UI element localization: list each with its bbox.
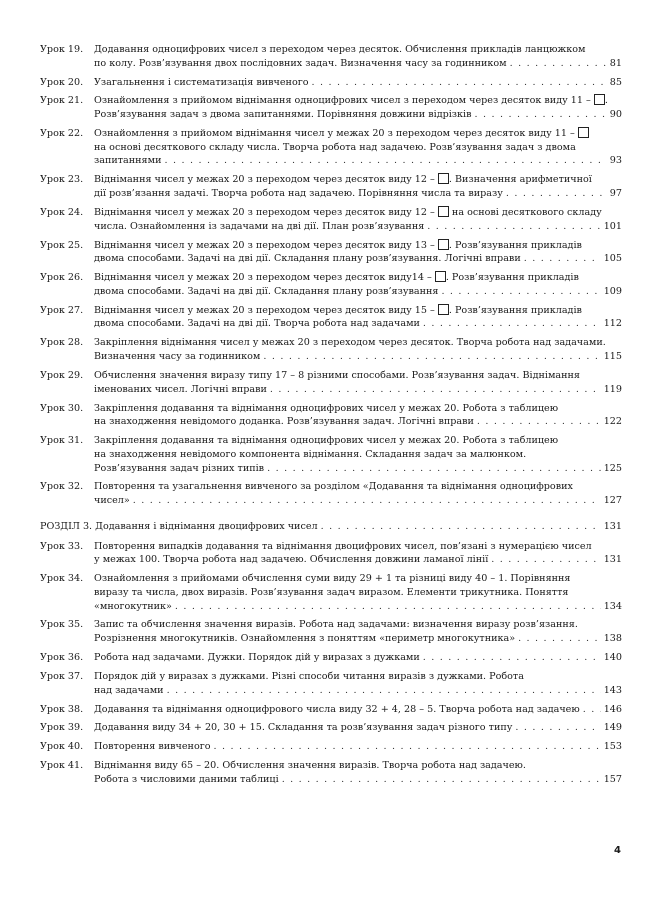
page-ref: 93 bbox=[609, 155, 622, 167]
entry-line: на основі десяткового складу числа. Творча робота над задачею. Розв’язування задач з двома bbox=[94, 141, 576, 153]
toc-entry-lesson-29 bbox=[40, 369, 622, 396]
entry-line: Розв’язування задач різних типів bbox=[94, 462, 265, 474]
entry-line: Закріплення додавання та віднімання одноцифрових чисел у межах 20. Робота з таблицею bbox=[94, 435, 559, 447]
dot-leader bbox=[583, 703, 601, 717]
entry-line: «многокутник» bbox=[94, 600, 172, 612]
lesson-label: Урок 31. bbox=[40, 435, 84, 447]
toc-entry-lesson-32 bbox=[40, 480, 622, 507]
entry-line: Повторення та узагальнення вивченого за розділом «Додавання та віднімання одноцифрових bbox=[94, 481, 573, 493]
entry-line: іменованих чисел. Логічні вправи bbox=[94, 383, 267, 395]
toc-entry-lesson-20 bbox=[40, 76, 622, 90]
entry-line: Розв’язування задач з двома запитаннями. Порівняння довжини відрізків bbox=[94, 109, 472, 121]
section-heading bbox=[40, 520, 622, 534]
page-ref: 119 bbox=[603, 383, 622, 395]
page-ref: 101 bbox=[603, 220, 622, 232]
lesson-label: Урок 40. bbox=[40, 741, 84, 753]
page-ref: 153 bbox=[603, 741, 622, 753]
dot-leader bbox=[423, 317, 601, 331]
entry-line: Додавання одноцифрових чисел з переходом через десяток. Обчислення прикладів ланцюжком bbox=[94, 44, 586, 55]
toc-entry-lesson-40 bbox=[40, 740, 622, 754]
entry-line: Віднімання чисел у межах 20 з переходом через десяток виду 12 – bbox=[94, 206, 435, 218]
page-ref: 125 bbox=[603, 462, 622, 474]
entry-line: Робота над задачами. Дужки. Порядок дій у виразах з дужками bbox=[94, 652, 420, 664]
entry-line: Обчислення значення виразу типу 17 – 8 різними способами. Розв’язування задач. Віднімання bbox=[94, 369, 580, 381]
lesson-label: Урок 37. bbox=[40, 670, 84, 682]
dot-leader bbox=[524, 252, 601, 266]
entry-line: Віднімання чисел у межах 20 з переходом через десяток виду 15 – bbox=[94, 304, 435, 316]
page-ref: 134 bbox=[603, 600, 622, 612]
dot-leader bbox=[164, 154, 606, 168]
lesson-label: Урок 27. bbox=[40, 304, 84, 316]
lesson-label: Урок 26. bbox=[40, 272, 84, 284]
page-ref: 109 bbox=[603, 285, 622, 297]
lesson-label: Урок 35. bbox=[40, 619, 84, 631]
dot-leader bbox=[423, 651, 601, 665]
page-ref: 157 bbox=[603, 773, 622, 785]
entry-line: Віднімання виду 65 – 20. Обчислення значення виразів. Творча робота над задачею. bbox=[94, 760, 526, 772]
lesson-label: Урок 23. bbox=[40, 174, 84, 186]
entry-line: Віднімання чисел у межах 20 з переходом через десяток виду14 – bbox=[94, 272, 432, 284]
dot-leader bbox=[427, 220, 600, 234]
entry-line: Робота з числовими даними таблиці bbox=[94, 773, 279, 785]
toc-entry-lesson-30 bbox=[40, 402, 622, 429]
entry-line: двома способами. Задачі на дві дії. Творча робота над задачами bbox=[94, 318, 420, 330]
dot-leader bbox=[518, 632, 601, 646]
dot-leader bbox=[477, 415, 601, 429]
entry-line: Запис та обчислення значення виразів. Робота над задачами: визначення виразу розв’язання. bbox=[94, 619, 578, 631]
toc-entry-lesson-33 bbox=[40, 540, 622, 567]
blank-box-icon bbox=[438, 206, 449, 217]
toc-entry-lesson-25 bbox=[40, 239, 622, 266]
toc-entry-lesson-21 bbox=[40, 94, 622, 121]
toc-entry-lesson-22 bbox=[40, 127, 622, 168]
toc-entry-lesson-31 bbox=[40, 434, 622, 475]
toc-entry-lesson-39 bbox=[40, 721, 622, 735]
lesson-label: Урок 32. bbox=[40, 481, 84, 493]
toc-entry-lesson-38 bbox=[40, 703, 622, 717]
dot-leader bbox=[312, 76, 607, 90]
entry-line: запитаннями bbox=[94, 155, 162, 167]
dot-leader bbox=[133, 494, 601, 508]
lesson-label: Урок 22. bbox=[40, 128, 84, 140]
lesson-label: Урок 24. bbox=[40, 206, 84, 218]
entry-line: над задачами bbox=[94, 684, 164, 696]
page-ref: 138 bbox=[603, 633, 622, 645]
dot-leader bbox=[267, 462, 601, 476]
page-ref: 112 bbox=[603, 318, 622, 330]
blank-box-icon bbox=[438, 173, 449, 184]
entry-line: Віднімання чисел у межах 20 з переходом через десяток виду 12 – bbox=[94, 174, 435, 186]
page-ref: 97 bbox=[609, 188, 622, 200]
dot-leader bbox=[270, 383, 601, 397]
page-ref: 85 bbox=[609, 76, 622, 88]
dot-leader bbox=[214, 740, 601, 754]
lesson-label: Урок 34. bbox=[40, 573, 84, 585]
entry-line: Ознайомлення з прийомами обчислення суми виду 29 + 1 та різниці виду 40 – 1. Порівняння bbox=[94, 573, 571, 585]
section-title: РОЗДІЛ 3. Додавання і віднімання двоцифрових чисел bbox=[40, 520, 318, 532]
toc-entry-lesson-19 bbox=[40, 43, 622, 70]
page-ref: 115 bbox=[603, 351, 622, 363]
entry-line: Віднімання чисел у межах 20 з переходом через десяток виду 13 – bbox=[94, 239, 435, 251]
toc-entry-lesson-24 bbox=[40, 206, 622, 233]
dot-leader bbox=[175, 600, 601, 614]
dot-leader bbox=[321, 520, 601, 534]
dot-leader bbox=[263, 350, 600, 364]
lesson-label: Урок 19. bbox=[40, 44, 84, 55]
lesson-label: Урок 25. bbox=[40, 239, 84, 251]
entry-line: Розрізнення многокутників. Ознайомлення з поняттям «периметр многокутника» bbox=[94, 633, 516, 645]
toc-entry-lesson-28 bbox=[40, 336, 622, 363]
dot-leader bbox=[475, 108, 607, 122]
entry-line: на знаходження невідомого компонента віднімання. Складання задач за малюнком. bbox=[94, 448, 527, 460]
blank-box-icon bbox=[594, 94, 605, 105]
page-ref: 105 bbox=[603, 253, 622, 265]
entry-line: Визначення часу за годинником bbox=[94, 351, 261, 363]
toc-entry-lesson-35 bbox=[40, 618, 622, 645]
toc-entry-lesson-34 bbox=[40, 572, 622, 613]
entry-line: дії розв’язання задачі. Творча робота над задачею. Порівняння числа та виразу bbox=[94, 188, 503, 200]
lesson-label: Урок 39. bbox=[40, 722, 84, 734]
toc-entry-lesson-36 bbox=[40, 651, 622, 665]
entry-line-tail: . Розв’язування прикладів bbox=[448, 304, 582, 316]
entry-line: Повторення вивченого bbox=[94, 741, 211, 753]
entry-line: по колу. Розв’язування двох послідовних задач. Визначення часу за годинником bbox=[94, 57, 507, 69]
dot-leader bbox=[282, 773, 601, 787]
page-ref: 149 bbox=[603, 722, 622, 734]
entry-line: двома способами. Задачі на дві дії. Складання плану розв’язування bbox=[94, 285, 439, 297]
entry-line: двома способами. Задачі на дві дії. Складання плану розв’язування. Логічні вправи bbox=[94, 253, 521, 265]
page-ref: 131 bbox=[603, 554, 622, 566]
lesson-label: Урок 41. bbox=[40, 760, 84, 772]
entry-line: числа. Ознайомлення із задачами на дві дії. План розв’язування bbox=[94, 220, 425, 232]
toc-entry-lesson-27 bbox=[40, 304, 622, 331]
page-ref: 122 bbox=[603, 416, 622, 428]
page-ref: 131 bbox=[603, 520, 622, 532]
toc-entry-lesson-26 bbox=[40, 271, 622, 298]
table-of-contents bbox=[40, 43, 622, 792]
lesson-label: Урок 33. bbox=[40, 540, 84, 552]
page-ref: 140 bbox=[603, 652, 622, 664]
lesson-label: Урок 36. bbox=[40, 652, 84, 664]
lesson-label: Урок 20. bbox=[40, 76, 84, 88]
entry-line-tail: . Розв’язування прикладів bbox=[445, 272, 579, 284]
toc-entry-lesson-41 bbox=[40, 759, 622, 786]
dot-leader bbox=[167, 684, 601, 698]
blank-box-icon bbox=[438, 239, 449, 250]
entry-line: Повторення випадків додавання та віднімання двоцифрових чисел, пов’язані з нумерацією чисел bbox=[94, 540, 592, 552]
page-ref: 146 bbox=[603, 703, 622, 715]
entry-line: Додавання виду 34 + 20, 30 + 15. Складання та розв’язування задач різного типу bbox=[94, 722, 513, 734]
page-ref: 81 bbox=[609, 57, 622, 69]
lesson-label: Урок 38. bbox=[40, 703, 84, 715]
lesson-label: Урок 28. bbox=[40, 337, 84, 349]
entry-line: Узагальнення і систематизація вивченого bbox=[94, 76, 309, 88]
toc-entry-lesson-37 bbox=[40, 670, 622, 697]
dot-leader bbox=[441, 285, 600, 299]
blank-box-icon bbox=[438, 304, 449, 315]
toc-entry-lesson-23 bbox=[40, 173, 622, 200]
page-ref: 127 bbox=[603, 495, 622, 507]
entry-line: Ознайомлення з прийомом віднімання чисел у межах 20 з переходом через десяток виду 11 – bbox=[94, 128, 575, 140]
entry-line: на знаходження невідомого доданка. Розв’язування задач. Логічні вправи bbox=[94, 416, 474, 428]
page-ref: 143 bbox=[603, 684, 622, 696]
dot-leader bbox=[510, 57, 607, 71]
entry-line: Порядок дій у виразах з дужками. Різні способи читання виразів з дужками. Робота bbox=[94, 670, 524, 682]
entry-line: виразу та числа, двох виразів. Розв’язування задач виразом. Елементи трикутника. Поняття bbox=[94, 586, 569, 598]
entry-line: Закріплення додавання та віднімання одноцифрових чисел у межах 20. Робота з таблицею bbox=[94, 402, 559, 414]
entry-line-tail: . Розв’язування прикладів bbox=[448, 239, 582, 251]
blank-box-icon bbox=[435, 271, 446, 282]
entry-line: Додавання та віднімання одноцифрового числа виду 32 + 4, 28 – 5. Творча робота над задачею bbox=[94, 703, 580, 715]
lesson-label: Урок 21. bbox=[40, 95, 84, 107]
entry-line-tail: . bbox=[604, 95, 608, 107]
dot-leader bbox=[506, 187, 607, 201]
entry-line: чисел» bbox=[94, 495, 130, 507]
entry-line: Ознайомлення з прийомом віднімання одноцифрових чисел з переходом через десяток виду 11 – bbox=[94, 95, 591, 107]
entry-line-tail: на основі десяткового складу bbox=[451, 206, 602, 218]
entry-line-tail: . Визначення арифметичної bbox=[448, 174, 592, 186]
blank-box-icon bbox=[578, 127, 589, 138]
lesson-label: Урок 29. bbox=[40, 369, 84, 381]
entry-line: Закріплення віднімання чисел у межах 20 з переходом через десяток. Творча робота над задачами. bbox=[94, 337, 606, 349]
page-number: 4 bbox=[614, 845, 621, 856]
page-ref: 90 bbox=[609, 109, 622, 121]
entry-line: у межах 100. Творча робота над задачею. Обчислення довжини ламаної лінії bbox=[94, 554, 489, 566]
dot-leader bbox=[491, 553, 600, 567]
dot-leader bbox=[515, 721, 600, 735]
lesson-label: Урок 30. bbox=[40, 402, 84, 414]
